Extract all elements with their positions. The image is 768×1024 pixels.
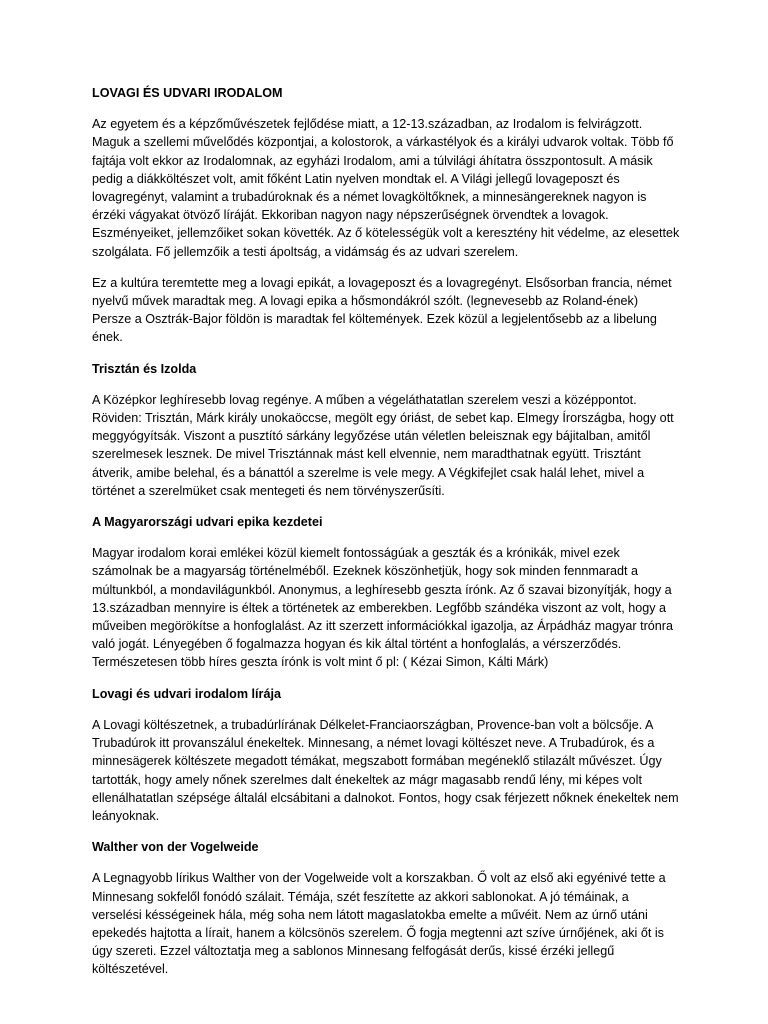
section-heading: Trisztán és Izolda — [92, 361, 197, 376]
paragraph: Magyar irodalom korai emlékei közül kiemelt fontosságúak a geszták és a krónikák, mivel ezek számolnak be a magyarság történelméből. Ezeknek köszönhetjük, hogy sok minden fennmaradt a múltunkból, a mondavilágunkból. Anonymus, a leghíresebb geszta írónk. Az ő szavai bizonyítják, hogy a 13.században mennyire is éltek a történetek az emberekben. Legfőbb szándéka viszont az volt, hogy a műveiben megörökítse a honfoglalást. Az itt szerzett információkkal igazolja, az Árpádház magyar trónra való jogát. Lényegében ő fogalmazza hogyan és kik által történt a honfoglalás, a vérszerződés. Természetesen több híres geszta írónk is volt mint ő pl: ( Kézai Simon, Kálti Márk) — [92, 546, 673, 670]
paragraph: Az egyetem és a képzőművészetek fejlődése miatt, a 12-13.században, az Irodalom is felvirágzott. Maguk a szellemi művelődés központjai, a kolostorok, a várkastélyok és a királyi udvarok voltak. Több fő fajtája volt ekkor az Irodalomnak, az egyházi Irodalom, ami a túlvilági áhítatra összpontosult. A másik pedig a diákköltészet volt, amit főként Latin nyelven mondtak el. A Világi jellegű lovageposzt és lovagregényt, valamint a trubadúroknak és a német lovagköltőknek, a minnesängereknek nagyon is érzéki vágyakat ötvöző líráját. Ekkoriban nagyon nagy népszerűségnek örvendtek a lovagok. Eszményeiket, jellemzőiket sokan követték. Az ő kötelességük volt a keresztény hit védelme, az elesettek szolgálata. Fő jellemzőik a testi ápoltság, a vidámság és az udvari szerelem. — [92, 117, 680, 259]
paragraph: A Középkor leghíresebb lovag regénye. A műben a végeláthatatlan szerelem veszi a középpontot. Röviden: Trisztán, Márk király unokaöccse, megölt egy óriást, de sebet kap. Elmegy Írországba, hogy ott meggyógyítsák. Viszont a pusztító sárkány legyőzése után véletlen beleisznak egy bájitalban, amitől szerelmesek lesznek. De mivel Trisztánnak mást kell elvennie, nem maradthatnak együtt. Trisztánt átverik, amibe belehal, és a bánattól a szerelme is vele megy. A Végkifejlet csak halál lehet, mivel a történet a szerelmüket csak mentegeti és nem törvényszerűsíti. — [92, 392, 674, 498]
section-heading: Walther von der Vogelweide — [92, 840, 259, 855]
section-heading: A Magyarországi udvari epika kezdetei — [92, 515, 323, 530]
section-heading: Lovagi és udvari irodalom lírája — [92, 686, 281, 701]
paragraph: Ez a kultúra teremtette meg a lovagi epikát, a lovageposzt és a lovagregényt. Elsősorban francia, német nyelvű művek maradtak meg. A lovagi epika a hősmondákról szólt. (legnevesebb az Roland-ének) Persze a Osztrák-Bajor földön is maradtak fel költemények. Ezek közül a legjelentősebb az a libelung ének. — [92, 275, 672, 345]
paragraph: A Lovagi költészetnek, a trubadúrlírának Délkelet-Franciaországban, Provence-ban volt a bölcsője. A Trubadúrok itt provanszálul énekeltek. Minnesang, a német lovagi költészet neve. A Trubadúrok, és a minnesägerek költészete megadott témákat, megszabott formában megéneklő stilazált művészet. Úgy tartották, hogy amely nőnek szerelmes dalt énekeltek az mágr magasabb rendű lény, mi képes volt ellenálhatatlan szépsége általál elcsábitani a dalnokot. Fontos, hogy csak férjezett nőknek énekeltek nem leányoknak. — [92, 717, 679, 823]
document-page — [92, 84, 680, 992]
document-title: LOVAGI ÉS UDVARI IRODALOM — [92, 86, 283, 100]
paragraph: A Legnagyobb lírikus Walther von der Vogelweide volt a korszakban. Ő volt az első aki egyénivé tette a Minnesang sokfelől fonódó szálait. Témája, szét feszítette az akkori sablonokat. A jó témáinak, a verselési késségeinek hála, még soha nem látott magaslatokba emelte a művéit. Nem az úrnő utáni epekedés hajtotta a lírait, hanem a kölcsönös szerelem. Ő fogja megtenni azt szíve úrnőjének, aki őt is úgy szereti. Ezzel változtatja meg a sablonos Minnesang felfogását derűs, kissé érzéki jellegű költészetével. — [92, 871, 666, 977]
